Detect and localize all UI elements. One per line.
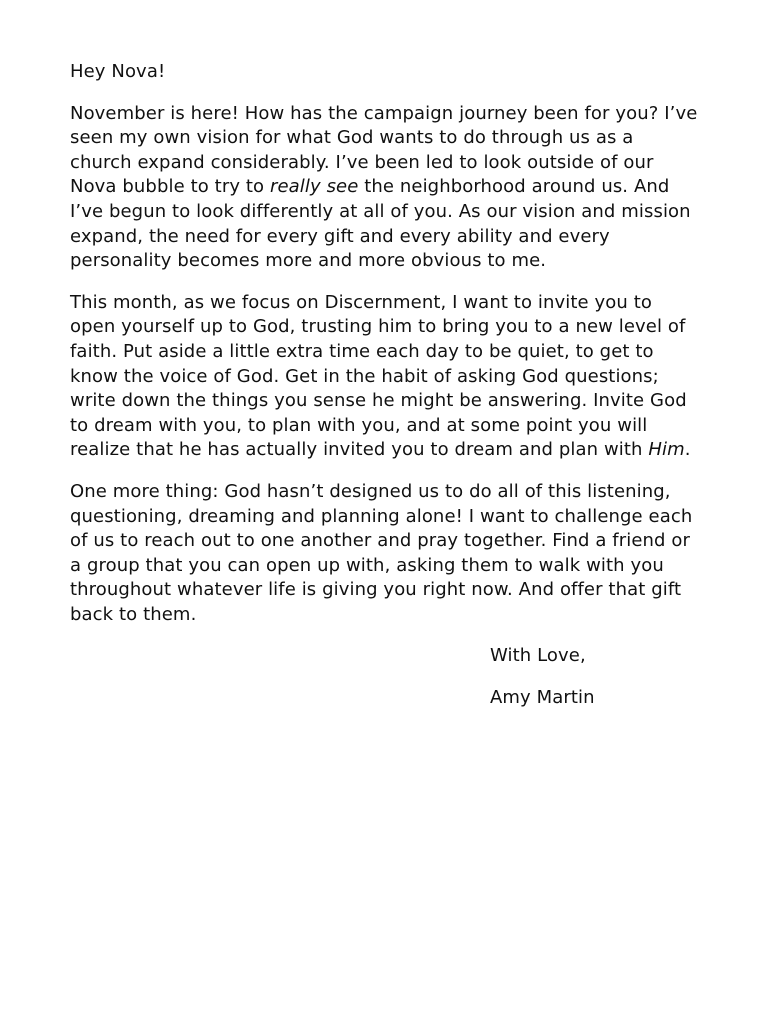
paragraph-1-text-b: the neighborhood around us. And I’ve begun to look differently at all of you. As our vision and mission expand, the need for every gift and every ability and every personality becomes more and more obvious to me. bbox=[70, 176, 691, 272]
signature-name: Amy Martin bbox=[490, 687, 595, 709]
paragraph-1-text-a: November is here! How has the campaign journey been for you? I’ve seen my own vision for what God wants to do through us as a church expand considerably. I’ve been led to look outside of our Nova bubble to try to bbox=[70, 102, 698, 198]
paragraph-3: One more thing: God hasn’t designed us to do all of this listening, questioning, dreaming and planning alone! I want to challenge each of us to reach out to one another and pray together. Find a friend or a group that you can open up with, asking them to walk with you throughout whatever life is giving you right now. And offer that gift back to them. bbox=[70, 480, 693, 625]
greeting: Hey Nova! bbox=[70, 61, 166, 82]
paragraph-1-emphasis: really see bbox=[269, 176, 359, 198]
valediction: With Love, bbox=[490, 645, 586, 667]
paragraph-1 bbox=[70, 102, 700, 274]
paragraph-2-text-a: This month, as we focus on Discernment, I want to invite you to open yourself up to God, trusting him to bring you to a new level of faith. Put aside a little extra time each day to be quiet, to get to know the voice of God. Get in the habit of asking God questions; write down the things you sense he might be answering. Invite God to dream with you, to plan with you, and at some point you will realize that he has actually invited you to dream and plan with bbox=[70, 291, 687, 461]
paragraph-2-text-b: . bbox=[684, 439, 691, 461]
paragraph-2 bbox=[70, 291, 700, 463]
letter-body bbox=[70, 60, 700, 728]
paragraph-2-emphasis: Him bbox=[648, 439, 685, 461]
